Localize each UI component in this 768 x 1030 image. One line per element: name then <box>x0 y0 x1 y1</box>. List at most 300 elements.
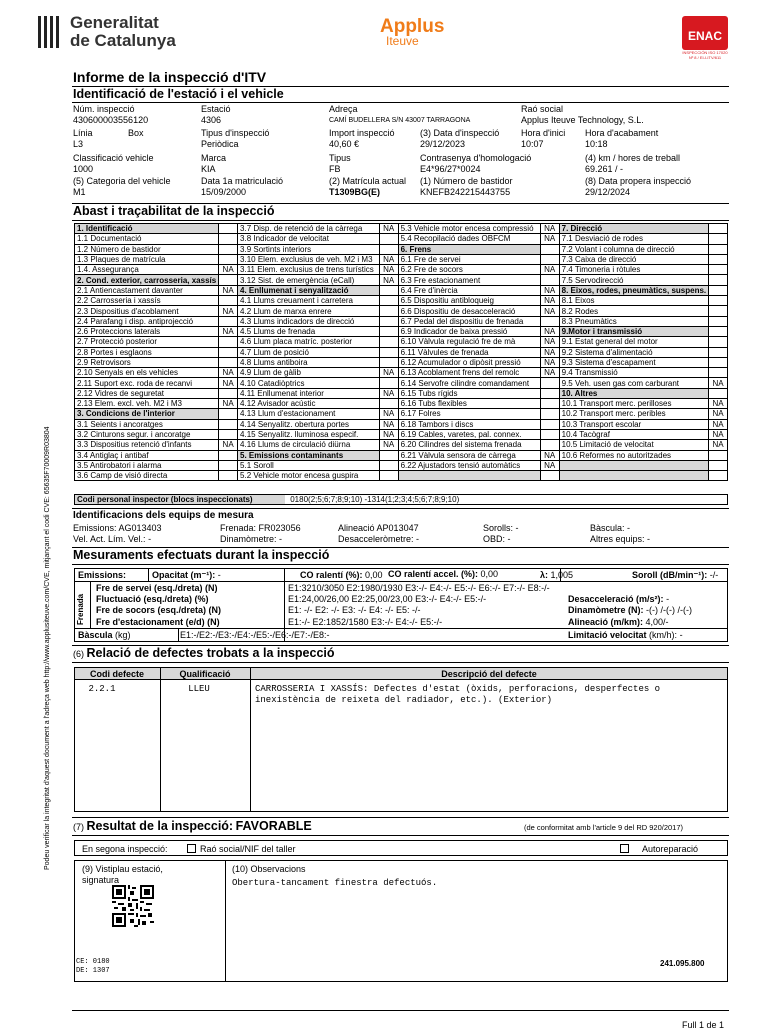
id-field-value: 69.261 / - <box>585 164 624 174</box>
scope-item: 3. Condicions de l'interior <box>75 409 219 419</box>
scope-row <box>75 368 728 378</box>
scope-item: 8. Eixos, rodes, pneumàtics, suspens. <box>559 285 709 295</box>
scope-na-cell <box>379 326 398 336</box>
scope-row <box>75 306 728 316</box>
scope-item: 4.15 Senyalitz. lluminosa especif. <box>238 429 380 439</box>
document-number: 241.095.800 <box>660 959 705 968</box>
section-scope: Abast i traçabilitat de la inspecció <box>73 204 275 218</box>
id-field-label: (8) Data propera inspecció <box>585 176 692 186</box>
id-field-value: 10:18 <box>585 139 608 149</box>
id-field-label: (2) Matrícula actual <box>329 176 407 186</box>
scope-item: 4.14 Senyalitz. obertura portes <box>238 419 380 429</box>
scope-na-cell <box>219 337 238 347</box>
scope-item: 3.3 Dispositius retenció d'infants <box>75 440 219 450</box>
scope-row <box>75 234 728 244</box>
scope-row <box>75 419 728 429</box>
scope-item: 6.4 Fre d'inèrcia <box>398 285 540 295</box>
scope-row <box>75 460 728 470</box>
id-field-value: T1309BG(E) <box>329 187 381 197</box>
observations-text: Obertura-tancament finestra defectuós. <box>232 878 438 888</box>
scope-item: 2.9 Retrovisors <box>75 357 219 367</box>
equipment-item <box>590 534 650 544</box>
scope-item: 6.16 Tubs flexibles <box>398 399 540 409</box>
scope-na-cell <box>540 378 559 388</box>
id-field-value: FB <box>329 164 341 174</box>
scope-na-cell: NA <box>219 368 238 378</box>
scope-item: 2.12 Vidres de seguretat <box>75 388 219 398</box>
scope-item: 9.Motor i transmissió <box>559 326 709 336</box>
scope-item: 6.21 Vàlvula sensora de càrrega <box>398 450 540 460</box>
defect-description: CARROSSERIA I XASSÍS: Defectes d'estat (òxids, perforacions, desperfectes o inexistència de reixeta del radiador, etc.). (Exterior) <box>255 684 661 705</box>
scope-item: 4.12 Avisador acústic <box>238 399 380 409</box>
meas-soroll: Soroll (dB/min⁻¹): -/- <box>632 570 719 580</box>
scope-item: 4.11 Enllumenat interior <box>238 388 380 398</box>
scope-item: 10.3 Transport escolar <box>559 419 709 429</box>
scope-na-cell: NA <box>540 450 559 460</box>
scope-item: 3.8 Indicador de velocitat <box>238 234 380 244</box>
meas-desacceleracio: Desacceleració (m/s²): - <box>568 594 670 604</box>
scope-item: 7. Direcció <box>559 224 709 234</box>
scope-item <box>559 471 709 481</box>
scope-na-cell <box>219 296 238 306</box>
meas-co-accel: CO ralentí accel. (%): 0,00 <box>388 569 499 579</box>
meas-bascula-value: E1:-/E2:-/E3:-/E4:-/E5:-/E6:-/E7:-/E8:- <box>180 630 330 640</box>
equipment-label: Alineació <box>338 523 375 533</box>
scope-na-cell: NA <box>379 275 398 285</box>
scope-na-cell <box>709 265 728 275</box>
equipment-item <box>338 523 419 533</box>
meas-lambda: λ: 1,005 <box>540 570 574 580</box>
scope-na-cell: NA <box>540 460 559 470</box>
scope-item: 4.13 Llum d'estacionament <box>238 409 380 419</box>
scope-na-cell <box>379 316 398 326</box>
id-field-label: Marca <box>201 153 227 163</box>
id-field-label: Import inspecció <box>329 128 395 138</box>
scope-na-cell <box>709 296 728 306</box>
scope-item: 10.6 Reformes no autoritzades <box>559 450 709 460</box>
ce-code: CE: 0180 <box>76 958 110 966</box>
scope-na-cell <box>540 316 559 326</box>
meas-limitacio: Limitació velocitat (km/h): - <box>568 630 683 640</box>
scope-item: 5.1 Soroll <box>238 460 380 470</box>
generalitat-emblem-icon <box>38 16 62 48</box>
scope-row <box>75 471 728 481</box>
equipment-item <box>590 523 630 533</box>
id-field-label: Núm. inspecció <box>73 104 135 114</box>
scope-item: 4. Enllumenat i senyalització <box>238 285 380 295</box>
scope-na-cell <box>709 357 728 367</box>
scope-item: 6.7 Pedal del dispositiu de frenada <box>398 316 540 326</box>
scope-item: 5.3 Vehicle motor encesa compressió <box>398 224 540 234</box>
equipment-item <box>483 523 519 533</box>
meas-alineacio: Alineació (m/km): 4,00/- <box>568 617 669 627</box>
id-field-label: (1) Número de bastidor <box>420 176 513 186</box>
scope-na-cell <box>219 388 238 398</box>
scope-item: 6.22 Ajustadors tensió automàtics <box>398 460 540 470</box>
equipment-label: Desacceleròmetre: <box>338 534 414 544</box>
scope-item: 6.5 Dispositiu antibloqueig <box>398 296 540 306</box>
scope-item: 4.2 Llum de marxa enrere <box>238 306 380 316</box>
scope-item: 1.3 Plaques de matrícula <box>75 254 219 264</box>
id-field-value: 29/12/2023 <box>420 139 466 149</box>
scope-na-cell <box>540 388 559 398</box>
scope-item: 3.6 Camp de visió directa <box>75 471 219 481</box>
scope-na-cell: NA <box>219 265 238 275</box>
scope-item: 8.3 Pneumàtics <box>559 316 709 326</box>
id-field-value: E4*96/27*0024 <box>420 164 481 174</box>
equipment-item <box>220 523 301 533</box>
scope-na-cell <box>219 450 238 460</box>
scope-item: 6.12 Acumulador o dipòsit pressió <box>398 357 540 367</box>
scope-na-cell: NA <box>379 368 398 378</box>
section-identification: Identificació de l'estació i el vehicle <box>73 87 284 101</box>
scope-na-cell: NA <box>540 234 559 244</box>
scope-na-cell <box>709 306 728 316</box>
scope-row <box>75 357 728 367</box>
scope-na-cell <box>540 254 559 264</box>
id-field-label: Estació <box>201 104 231 114</box>
equipment-label: Vel. Act. Lím. Vel.: <box>73 534 146 544</box>
id-field-label: Tipus <box>329 153 351 163</box>
scope-item: 4.16 Llums de circulació diürna <box>238 440 380 450</box>
defects-header-code: Codi defecte <box>89 669 144 679</box>
scope-na-cell <box>379 244 398 254</box>
scope-item: 2.8 Portes i esglaons <box>75 347 219 357</box>
equipment-label: Emissions: <box>73 523 117 533</box>
scope-na-cell <box>219 429 238 439</box>
result-note: (de conformitat amb l'article 9 del RD 920/2017) <box>524 823 684 832</box>
scope-na-cell: NA <box>379 429 398 439</box>
scope-na-cell <box>709 347 728 357</box>
scope-na-cell <box>379 357 398 367</box>
scope-item: 10.4 Tacògraf <box>559 429 709 439</box>
scope-na-cell <box>379 450 398 460</box>
scope-item: 10.1 Transport merc. perilloses <box>559 399 709 409</box>
scope-item: 9.3 Sistema d'escapament <box>559 357 709 367</box>
scope-item: 2.7 Protecció posterior <box>75 337 219 347</box>
id-field-value: 430600003556120 <box>73 115 149 125</box>
id-field-label: Hora d'inici <box>521 128 566 138</box>
scope-na-cell: NA <box>540 265 559 275</box>
scope-na-cell <box>709 244 728 254</box>
id-field-value: KIA <box>201 164 216 174</box>
equipment-value: AG013403 <box>118 523 162 533</box>
equipment-label: Altres equips: <box>590 534 645 544</box>
meas-fre-servei-value: E1:3210/3050 E2:1980/1930 E3:-/- E4:-/- E5:-/- E6:-/- E7:-/- E8:-/- <box>288 583 550 593</box>
scope-item: 4.3 Llums indicadors de direcció <box>238 316 380 326</box>
scope-na-cell: NA <box>219 306 238 316</box>
meas-fre-servei: Fre de servei (esq./dreta) (N) <box>96 583 218 593</box>
scope-item: 3.5 Antirobatori i alarma <box>75 460 219 470</box>
scope-item: 2.13 Elem. excl. veh. M2 i M3 <box>75 399 219 409</box>
id-field-label: Classificació vehicle <box>73 153 154 163</box>
equipment-item <box>73 534 151 544</box>
scope-item: 7.1 Desviació de rodes <box>559 234 709 244</box>
scope-row <box>75 296 728 306</box>
meas-fluctuacio-value: E1:24,00/26,00 E2:25,00/23,00 E3:-/- E4:-/- E5:-/- <box>288 594 487 604</box>
scope-item: 2.10 Senyals en els vehicles <box>75 368 219 378</box>
de-code: DE: 1307 <box>76 967 110 975</box>
scope-na-cell <box>709 337 728 347</box>
meas-fre-estac: Fre d'estacionament (e/d) (N) <box>96 617 220 627</box>
scope-na-cell <box>219 460 238 470</box>
id-field-label: Raó social <box>521 104 564 114</box>
defects-header-desc: Descripció del defecte <box>441 669 537 679</box>
id-field-label: (5) Categoria del vehicle <box>73 176 171 186</box>
equipment-value: - <box>416 534 420 544</box>
id-field-value: CAMÍ BUDELLERA S/N 43007 TARRAGONA <box>329 117 471 124</box>
scope-na-cell: NA <box>379 254 398 264</box>
meas-fre-socors: Fre de socors (esq./dreta) (N) <box>96 605 222 615</box>
id-field-value: M1 <box>73 187 86 197</box>
scope-na-cell <box>219 357 238 367</box>
scope-item: 5.2 Vehicle motor encesa guspira <box>238 471 380 481</box>
scope-item: 9.5 Veh. usen gas com carburant <box>559 378 709 388</box>
scope-na-cell: NA <box>540 296 559 306</box>
scope-item: 6.3 Fre estacionament <box>398 275 540 285</box>
meas-bascula: Bàscula (kg) <box>78 630 131 640</box>
scope-item: 3.2 Cinturons segur. i ancoratge <box>75 429 219 439</box>
section-defects: (6) Relació de defectes trobats a la inspecció <box>73 646 335 660</box>
equipment-value: - <box>647 534 651 544</box>
scope-na-cell <box>709 316 728 326</box>
equipment-label: OBD: <box>483 534 506 544</box>
scope-item: 6.13 Acoblament frens del remolc <box>398 368 540 378</box>
scope-item: 7.2 Volant i columna de direcció <box>559 244 709 254</box>
second-inspection-label: En segona inspecció: <box>82 844 168 854</box>
scope-item: 9.4 Transmissió <box>559 368 709 378</box>
meas-fre-estac-value: E1:-/- E2:1852/1580 E3:-/- E4:-/- E5:-/- <box>288 617 443 627</box>
id-field-label: (4) km / hores de treball <box>585 153 681 163</box>
id-field-value: 15/09/2000 <box>201 187 247 197</box>
meas-fluctuacio: Fluctuació (esq./dreta) (%) <box>96 594 209 604</box>
meas-frenada-label: Frenada <box>76 593 85 625</box>
scope-item: 5.4 Recopilació dades OBFCM <box>398 234 540 244</box>
scope-na-cell <box>219 419 238 429</box>
scope-item: 9.1 Estat general del motor <box>559 337 709 347</box>
scope-na-cell: NA <box>540 337 559 347</box>
scope-row <box>75 378 728 388</box>
scope-na-cell: NA <box>540 285 559 295</box>
generalitat-logo <box>38 16 62 50</box>
id-field-label: Box <box>128 128 144 138</box>
scope-na-cell: NA <box>709 429 728 439</box>
scope-na-cell <box>709 285 728 295</box>
scope-item: 3.12 Sist. de emergència (eCall) <box>238 275 380 285</box>
scope-na-cell <box>379 337 398 347</box>
id-field-value: L3 <box>73 139 84 149</box>
scope-na-cell: NA <box>540 326 559 336</box>
scope-na-cell: NA <box>540 357 559 367</box>
second-inspection-box <box>74 840 728 856</box>
scope-na-cell <box>540 409 559 419</box>
scope-row <box>75 429 728 439</box>
scope-row <box>75 285 728 295</box>
scope-na-cell: NA <box>709 378 728 388</box>
section-equipment: Identificacions dels equips de mesura <box>73 510 254 521</box>
observations-label: (10) Observacions <box>232 864 306 874</box>
scope-na-cell <box>379 234 398 244</box>
scope-na-cell <box>379 378 398 388</box>
scope-na-cell: NA <box>709 409 728 419</box>
scope-na-cell <box>709 471 728 481</box>
scope-na-cell <box>379 347 398 357</box>
scope-na-cell <box>540 399 559 409</box>
scope-na-cell: NA <box>540 347 559 357</box>
scope-na-cell <box>379 471 398 481</box>
id-field-value: 4306 <box>201 115 222 125</box>
equipment-value: - <box>507 534 511 544</box>
scope-item: 4.6 Llum placa matríc. posterior <box>238 337 380 347</box>
scope-na-cell <box>709 450 728 460</box>
scope-item: 10.5 Limitació de velocitat <box>559 440 709 450</box>
scope-row <box>75 326 728 336</box>
scope-na-cell <box>709 388 728 398</box>
scope-item: 3.10 Elem. exclusius de veh. M2 i M3 <box>238 254 380 264</box>
scope-na-cell <box>379 296 398 306</box>
id-field-label: Adreça <box>329 104 358 114</box>
scope-na-cell <box>540 471 559 481</box>
scope-item: 6.10 Vàlvula regulació fre de mà <box>398 337 540 347</box>
scope-item: 6.11 Vàlvules de frenada <box>398 347 540 357</box>
scope-na-cell <box>379 399 398 409</box>
equipment-label: Dinamòmetre: <box>220 534 277 544</box>
scope-na-cell <box>540 275 559 285</box>
scope-na-cell: NA <box>540 306 559 316</box>
equipment-item <box>73 523 162 533</box>
scope-item <box>398 471 540 481</box>
scope-na-cell: NA <box>540 224 559 234</box>
id-field-label: Data 1a matriculació <box>201 176 284 186</box>
scope-na-cell: NA <box>379 419 398 429</box>
scope-item: 6.17 Folres <box>398 409 540 419</box>
taller-checkbox[interactable] <box>187 844 196 853</box>
scope-row <box>75 388 728 398</box>
defect-code: 2.2.1 <box>88 684 116 694</box>
scope-item: 6.9 Indicador de baixa pressió <box>398 326 540 336</box>
id-field-value: Applus Iteuve Technology, S.L. <box>521 115 644 125</box>
scope-na-cell <box>219 409 238 419</box>
equipment-value: - <box>627 523 631 533</box>
scope-item: 6.20 Cilindres del sistema frenada <box>398 440 540 450</box>
scope-item: 4.10 Catadiòptrics <box>238 378 380 388</box>
scope-na-cell: NA <box>219 440 238 450</box>
scope-row <box>75 265 728 275</box>
scope-item: 4.8 Llums antiboira <box>238 357 380 367</box>
scope-na-cell: NA <box>709 440 728 450</box>
scope-na-cell: NA <box>709 399 728 409</box>
scope-item <box>559 460 709 470</box>
id-field-value: 1000 <box>73 164 94 174</box>
equipment-label: Sorolls: <box>483 523 514 533</box>
defects-header-qual: Qualificació <box>179 669 231 679</box>
result-value: FAVORABLE <box>235 819 312 833</box>
scope-item: 4.5 Llums de frenada <box>238 326 380 336</box>
defect-qualification: LLEU <box>188 684 210 694</box>
scope-item: 2.1 Antiencastament davanter <box>75 285 219 295</box>
scope-item: 2.6 Proteccions laterals <box>75 326 219 336</box>
scope-item: 3.9 Sortints interiors <box>238 244 380 254</box>
scope-na-cell <box>540 429 559 439</box>
id-field-value: Periòdica <box>201 139 239 149</box>
scope-item: 2.3 Dispositius d'acoblament <box>75 306 219 316</box>
scope-na-cell: NA <box>379 409 398 419</box>
section-measurements: Mesuraments efectuats durant la inspecció <box>73 548 330 562</box>
scope-item: 6.2 Fre de socors <box>398 265 540 275</box>
page-title: Informe de la inspecció d'ITV <box>73 69 267 85</box>
vistiplau-label: (9) Vistiplau estació, signatura <box>82 864 163 885</box>
scope-item: 3.4 Antiglaç i antibaf <box>75 450 219 460</box>
id-field-value: 40,60 € <box>329 139 360 149</box>
scope-item: 10.2 Transport merc. peribles <box>559 409 709 419</box>
equipment-value: - <box>279 534 283 544</box>
equipment-item <box>220 534 282 544</box>
scope-row <box>75 254 728 264</box>
inspector-code-row <box>74 494 728 505</box>
meas-opacitat: Opacitat (m⁻¹): - <box>152 570 221 580</box>
scope-na-cell <box>709 275 728 285</box>
id-field-label: Hora d'acabament <box>585 128 659 138</box>
scope-na-cell: NA <box>219 378 238 388</box>
scope-row <box>75 337 728 347</box>
scope-item: 2.4 Parafang i disp. antiprojecció <box>75 316 219 326</box>
equipment-label: Bàscula: <box>590 523 625 533</box>
scope-item: 10. Altres <box>559 388 709 398</box>
meas-co-ralenti: CO ralentí (%): 0,00 <box>300 570 383 580</box>
scope-na-cell <box>379 306 398 316</box>
scope-item: 7.4 Timoneria i ròtules <box>559 265 709 275</box>
meas-emissions: Emissions: <box>78 570 127 580</box>
scope-item: 4.7 Llum de posició <box>238 347 380 357</box>
equipment-item <box>338 534 419 544</box>
scope-item: 4.9 Llum de gàlib <box>238 368 380 378</box>
scope-na-cell <box>219 275 238 285</box>
equipment-value: - <box>515 523 519 533</box>
equipment-label: Frenada: <box>220 523 257 533</box>
scope-item: 2.11 Suport exc. roda de recanvi <box>75 378 219 388</box>
equipment-value: AP013047 <box>376 523 419 533</box>
scope-item: 1. Identificació <box>75 224 219 234</box>
scope-item: 6. Frens <box>398 244 540 254</box>
scope-na-cell: NA <box>540 368 559 378</box>
equipment-value: FR023056 <box>258 523 301 533</box>
scope-row <box>75 450 728 460</box>
scope-na-cell <box>219 471 238 481</box>
scope-na-cell <box>709 224 728 234</box>
scope-na-cell <box>379 285 398 295</box>
scope-item: 3.11 Elem. exclusius de trens turístics <box>238 265 380 275</box>
equipment-value: - <box>148 534 152 544</box>
autoreparacio-checkbox[interactable] <box>620 844 629 853</box>
scope-row <box>75 224 728 234</box>
enac-logo: ENAC INSPECCIÓN ISO 17020 Nº 8 / EI-I-ITV/611 <box>682 16 728 66</box>
scope-item: 6.19 Cables, varetes, pal. connex. <box>398 429 540 439</box>
scope-item: 1.2 Número de bastidor <box>75 244 219 254</box>
meas-dinamometre: Dinamòmetre (N): -(-) /-(-) /-(-) <box>568 605 692 615</box>
scope-item: 3.1 Seients i ancoratges <box>75 419 219 429</box>
scope-item: 7.5 Servodirecció <box>559 275 709 285</box>
scope-item: 8.2 Rodes <box>559 306 709 316</box>
result-row: (7) Resultat de la inspecció: FAVORABLE <box>73 819 312 833</box>
scope-item: 2.2 Carrosseria i xassís <box>75 296 219 306</box>
scope-na-cell <box>709 234 728 244</box>
scope-na-cell <box>219 224 238 234</box>
id-field-label: Tipus d'inspecció <box>201 128 270 138</box>
scope-table <box>74 223 728 481</box>
inspector-code-label: Codi personal inspector (blocs inspeccionats) <box>75 495 285 504</box>
scope-na-cell: NA <box>379 440 398 450</box>
scope-na-cell: NA <box>379 224 398 234</box>
